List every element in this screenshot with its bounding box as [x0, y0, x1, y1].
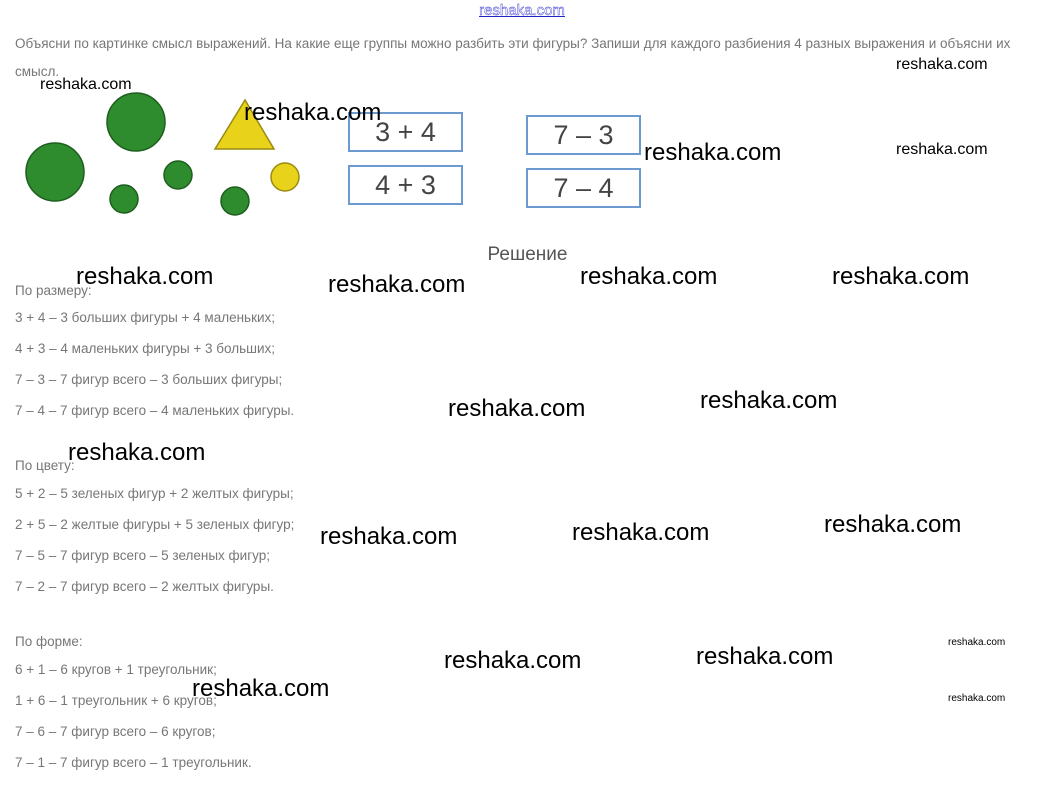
section-title: По форме:: [15, 634, 83, 649]
task-text: Объясни по картинке смысл выражений. На какие еще группы можно разбить эти фигуры? Запиши для каждого разбиения 4 разных выражения и объясни их смысл.: [15, 36, 1011, 79]
solution-line: 7 – 4 – 7 фигур всего – 4 маленьких фигуры.: [15, 403, 295, 418]
watermark: reshaka.com: [448, 395, 586, 422]
watermark: reshaka.com: [644, 139, 782, 166]
expression-box: 4 + 3: [348, 165, 463, 205]
watermark: reshaka.com: [444, 647, 582, 674]
solution-line: 2 + 5 – 2 желтые фигуры + 5 зеленых фигур;: [15, 517, 295, 532]
solution-line: 7 – 1 – 7 фигур всего – 1 треугольник.: [15, 755, 252, 770]
watermark: reshaka.com: [696, 643, 834, 670]
watermark: reshaka.com: [896, 141, 988, 158]
expression-box: 7 – 4: [526, 168, 641, 208]
watermark: reshaka.com: [328, 271, 466, 298]
small-green-circle: [110, 185, 138, 213]
watermark: reshaka.com: [824, 511, 962, 538]
section-title: По размеру:: [15, 283, 92, 298]
expression-box: 3 + 4: [348, 112, 463, 152]
solution-line: 5 + 2 – 5 зеленых фигур + 2 желтых фигуры;: [15, 486, 294, 501]
solution-line: 7 – 2 – 7 фигур всего – 2 желтых фигуры.: [15, 579, 274, 594]
watermark: reshaka.com: [572, 519, 710, 546]
watermark: reshaka.com: [76, 263, 214, 290]
watermark: reshaka.com: [832, 263, 970, 290]
watermark: reshaka.com: [244, 99, 382, 126]
solution-line: 7 – 5 – 7 фигур всего – 5 зеленых фигур;: [15, 548, 270, 563]
watermark: reshaka.com: [320, 523, 458, 550]
watermark: reshaka.com: [948, 637, 1006, 648]
small-green-circle: [221, 187, 249, 215]
solution-line: 7 – 3 – 7 фигур всего – 3 больших фигуры;: [15, 372, 283, 387]
big-green-circle: [26, 143, 84, 201]
small-green-circle: [164, 161, 192, 189]
watermark: reshaka.com: [580, 263, 718, 290]
solution-line: 3 + 4 – 3 больших фигуры + 4 маленьких;: [15, 310, 276, 325]
solution-line: 7 – 6 – 7 фигур всего – 6 кругов;: [15, 724, 216, 739]
solution-heading: Решение: [487, 244, 568, 265]
watermark: reshaka.com: [40, 76, 132, 93]
watermark: reshaka.com: [68, 439, 206, 466]
site-link[interactable]: reshaka.com: [479, 2, 565, 19]
solution-line: 1 + 6 – 1 треугольник + 6 кругов;: [15, 693, 217, 708]
expression-box: 7 – 3: [526, 115, 641, 155]
watermark: reshaka.com: [192, 675, 330, 702]
solution-line: 6 + 1 – 6 кругов + 1 треугольник;: [15, 662, 217, 677]
small-yellow-circle: [271, 163, 299, 191]
big-green-circle: [107, 93, 165, 151]
section-title: По цвету:: [15, 458, 75, 473]
watermark: reshaka.com: [948, 693, 1006, 704]
watermark: reshaka.com: [896, 56, 988, 73]
solution-line: 4 + 3 – 4 маленьких фигуры + 3 больших;: [15, 341, 276, 356]
watermark: reshaka.com: [700, 387, 838, 414]
